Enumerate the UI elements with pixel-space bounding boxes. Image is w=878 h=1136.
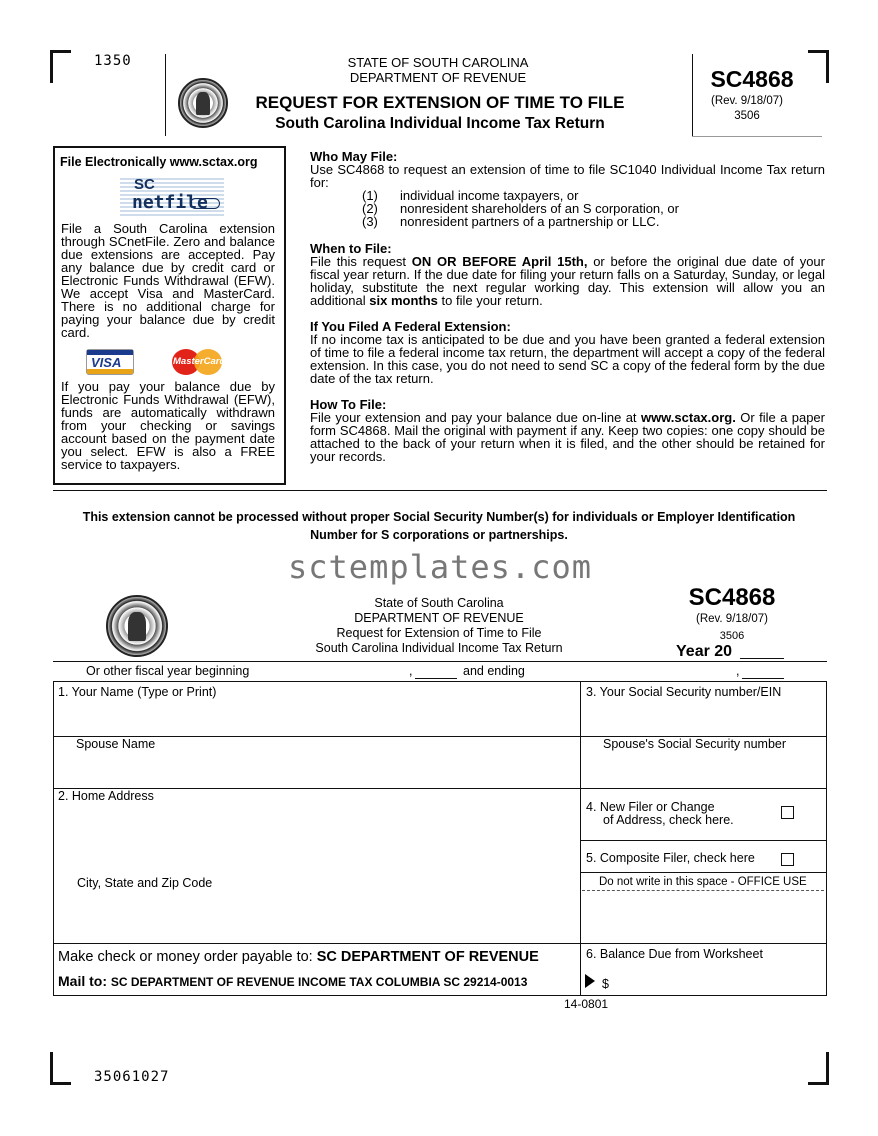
corner-mark-top-left (50, 50, 71, 83)
mastercard-logo-text: MasterCard (173, 356, 226, 367)
scnetfile-logo (120, 176, 224, 216)
instructions (310, 150, 825, 463)
page-subtitle: South Carolina Individual Income Tax Return (275, 115, 605, 132)
composite-filer-label: 5. Composite Filer, check here (586, 851, 755, 865)
voucher-dept: DEPARTMENT OF REVENUE (354, 611, 524, 625)
arrow-right-icon (585, 974, 595, 988)
page-title: REQUEST FOR EXTENSION OF TIME TO FILE (255, 93, 625, 112)
header-divider-right (692, 54, 693, 136)
federal-title: If You Filed A Federal Extension: (310, 319, 511, 334)
composite-filer-checkbox[interactable] (781, 853, 794, 866)
e-file-paragraph-2: If you pay your balance due by Electronic Funds Withdrawal (EFW), funds are automatically withdrawn from your checking or savings account based on the payment date you select. EFW is also a FREE service to taxpayers. (61, 379, 275, 472)
grid-row-rule-right-2 (580, 872, 826, 873)
corner-mark-top-right (808, 50, 829, 83)
voucher-form-code: SC4868 (688, 584, 776, 611)
state-seal-icon (178, 78, 228, 128)
when-title: When to File: (310, 241, 392, 256)
year-input-line[interactable] (740, 658, 784, 659)
who-title: Who May File: (310, 149, 398, 164)
home-address-field[interactable]: 2. Home Address (58, 789, 154, 803)
e-file-paragraph-1: File a South Carolina extension through SCnetFile. Zero and balance due extensions are accepted. Pay any balance due by credit card or Electronic Funds Withdrawal (EFW). We accept Visa and MasterCard. There is no additional charge for paying your balance due by credit card. (61, 221, 275, 340)
spouse-ssn-field[interactable]: Spouse's Social Security number (603, 737, 787, 751)
ssn-field[interactable]: 3. Your Social Security number/EIN (586, 685, 782, 699)
office-use-dotted-line (582, 890, 824, 891)
fiscal-comma-1: , (409, 664, 413, 678)
payable-label: Make check or money order payable to: (58, 949, 317, 965)
who-text: Use SC4868 to request an extension of time to file SC1040 Individual Income Tax return for: (310, 162, 825, 190)
grid-column-divider (580, 681, 581, 995)
when-text-bold-date: ON OR BEFORE April 15th, (411, 254, 588, 269)
form-code: SC4868 (710, 66, 794, 92)
form-code-bottom: 14-0801 (564, 997, 609, 1011)
grid-row-rule-2 (53, 788, 826, 789)
voucher-return: South Carolina Individual Income Tax Return (315, 641, 563, 655)
notice-line-1: This extension cannot be processed without proper Social Security Number(s) for individuals or Employer Identification (82, 510, 796, 524)
office-use-label: Do not write in this space - OFFICE USE (599, 876, 807, 888)
voucher-year-label: Year 20 (676, 643, 733, 660)
voucher-top-rule (53, 661, 827, 662)
who-item-text: nonresident shareholders of an S corporation, or (400, 201, 679, 216)
fiscal-comma-2: , (736, 664, 740, 678)
how-text (310, 411, 825, 463)
who-item-num: (3) (362, 214, 378, 229)
corner-mark-bottom-left (50, 1052, 71, 1085)
how-text-url[interactable]: www.sctax.org. (640, 410, 736, 425)
when-text-c: to file your return. (437, 293, 543, 308)
voucher-number: 3506 (719, 630, 745, 642)
mastercard-logo (172, 349, 224, 375)
form-number: 3506 (734, 110, 760, 122)
fiscal-year-ending-label: and ending (463, 664, 525, 678)
who-item-text: individual income taxpayers, or (400, 188, 579, 203)
header-dept: DEPARTMENT OF REVENUE (349, 70, 527, 85)
balance-due-dollar[interactable]: $ (602, 977, 609, 991)
new-filer-label-1: 4. New Filer or Change (586, 800, 715, 814)
section-divider (53, 490, 827, 491)
fiscal-end-input-line[interactable] (742, 678, 784, 679)
e-file-header: File Electronically www.sctax.org (60, 155, 258, 169)
when-text (310, 255, 825, 307)
mail-to-address: SC DEPARTMENT OF REVENUE INCOME TAX COLUMBIA SC 29214-0013 (110, 975, 528, 989)
watermark: sctemplates.com (288, 548, 592, 586)
when-text-bold-months: six months (369, 293, 438, 308)
spouse-name-field[interactable]: Spouse Name (76, 737, 156, 751)
balance-due-label: 6. Balance Due from Worksheet (586, 947, 763, 961)
header-state: STATE OF SOUTH CAROLINA (347, 55, 529, 70)
header-bottom-rule (692, 136, 822, 137)
how-text-a: File your extension and pay your balance due on-line at (310, 410, 641, 425)
payable-line (58, 949, 539, 965)
new-filer-label-2: of Address, check here. (603, 813, 734, 827)
who-item (310, 215, 825, 228)
mail-to-line (58, 973, 527, 991)
header-divider-left (165, 54, 166, 136)
when-text-b: or before the original due date of your fiscal year return. If the due date for filing your return falls on a Saturday, Sunday, or legal holiday, substitute the next regular working day. This extension will allow you an additional (310, 254, 825, 308)
scnetfile-logo-sc: SC (134, 176, 155, 193)
payable-to: SC DEPARTMENT OF REVENUE (316, 949, 539, 965)
visa-logo-text: VISA (91, 355, 122, 370)
scnetfile-logo-netfile: netfile (132, 192, 208, 213)
voucher-state: State of South Carolina (374, 596, 504, 610)
how-title: How To File: (310, 397, 387, 412)
voucher-request: Request for Extension of Time to File (336, 626, 542, 640)
federal-text: If no income tax is anticipated to be due and you have been granted a federal extension of time to file a federal income tax return, the department will accept a copy of the federal extension. In this case, you do not need to send SC a copy of the federal form by the due date of the tax return. (310, 332, 825, 386)
fiscal-begin-input-line[interactable] (415, 678, 457, 679)
grid-row-rule-3 (53, 943, 826, 944)
who-item-text: nonresident partners of a partnership or LLC. (400, 214, 660, 229)
notice-line-2: Number for S corporations or partnerships. (310, 528, 568, 542)
ocr-code-top: 1350 (94, 53, 132, 69)
who-item-num: (1) (362, 188, 378, 203)
new-filer-checkbox[interactable] (781, 806, 794, 819)
ocr-code-bottom: 35061027 (94, 1069, 170, 1085)
scnetfile-logo-pill-icon (190, 198, 220, 209)
grid-row-rule-right-1 (580, 840, 826, 841)
voucher-state-seal-icon (106, 595, 168, 657)
when-text-a: File this request (310, 254, 412, 269)
how-text-b: Or file a paper form SC4868. Mail the original with payment if any. Keep two copies: one copy should be attached to the back of your return when it is filed, and the other should be retained for your records. (310, 410, 825, 464)
fiscal-year-begin-label: Or other fiscal year beginning (86, 664, 250, 678)
voucher-revision: (Rev. 9/18/07) (695, 613, 768, 625)
who-item-num: (2) (362, 201, 378, 216)
visa-logo (86, 349, 134, 375)
mail-to-label: Mail to: (58, 973, 111, 989)
corner-mark-bottom-right (808, 1052, 829, 1085)
name-field[interactable]: 1. Your Name (Type or Print) (58, 685, 217, 699)
city-state-zip-field[interactable]: City, State and Zip Code (77, 876, 213, 890)
form-revision: (Rev. 9/18/07) (710, 95, 783, 107)
